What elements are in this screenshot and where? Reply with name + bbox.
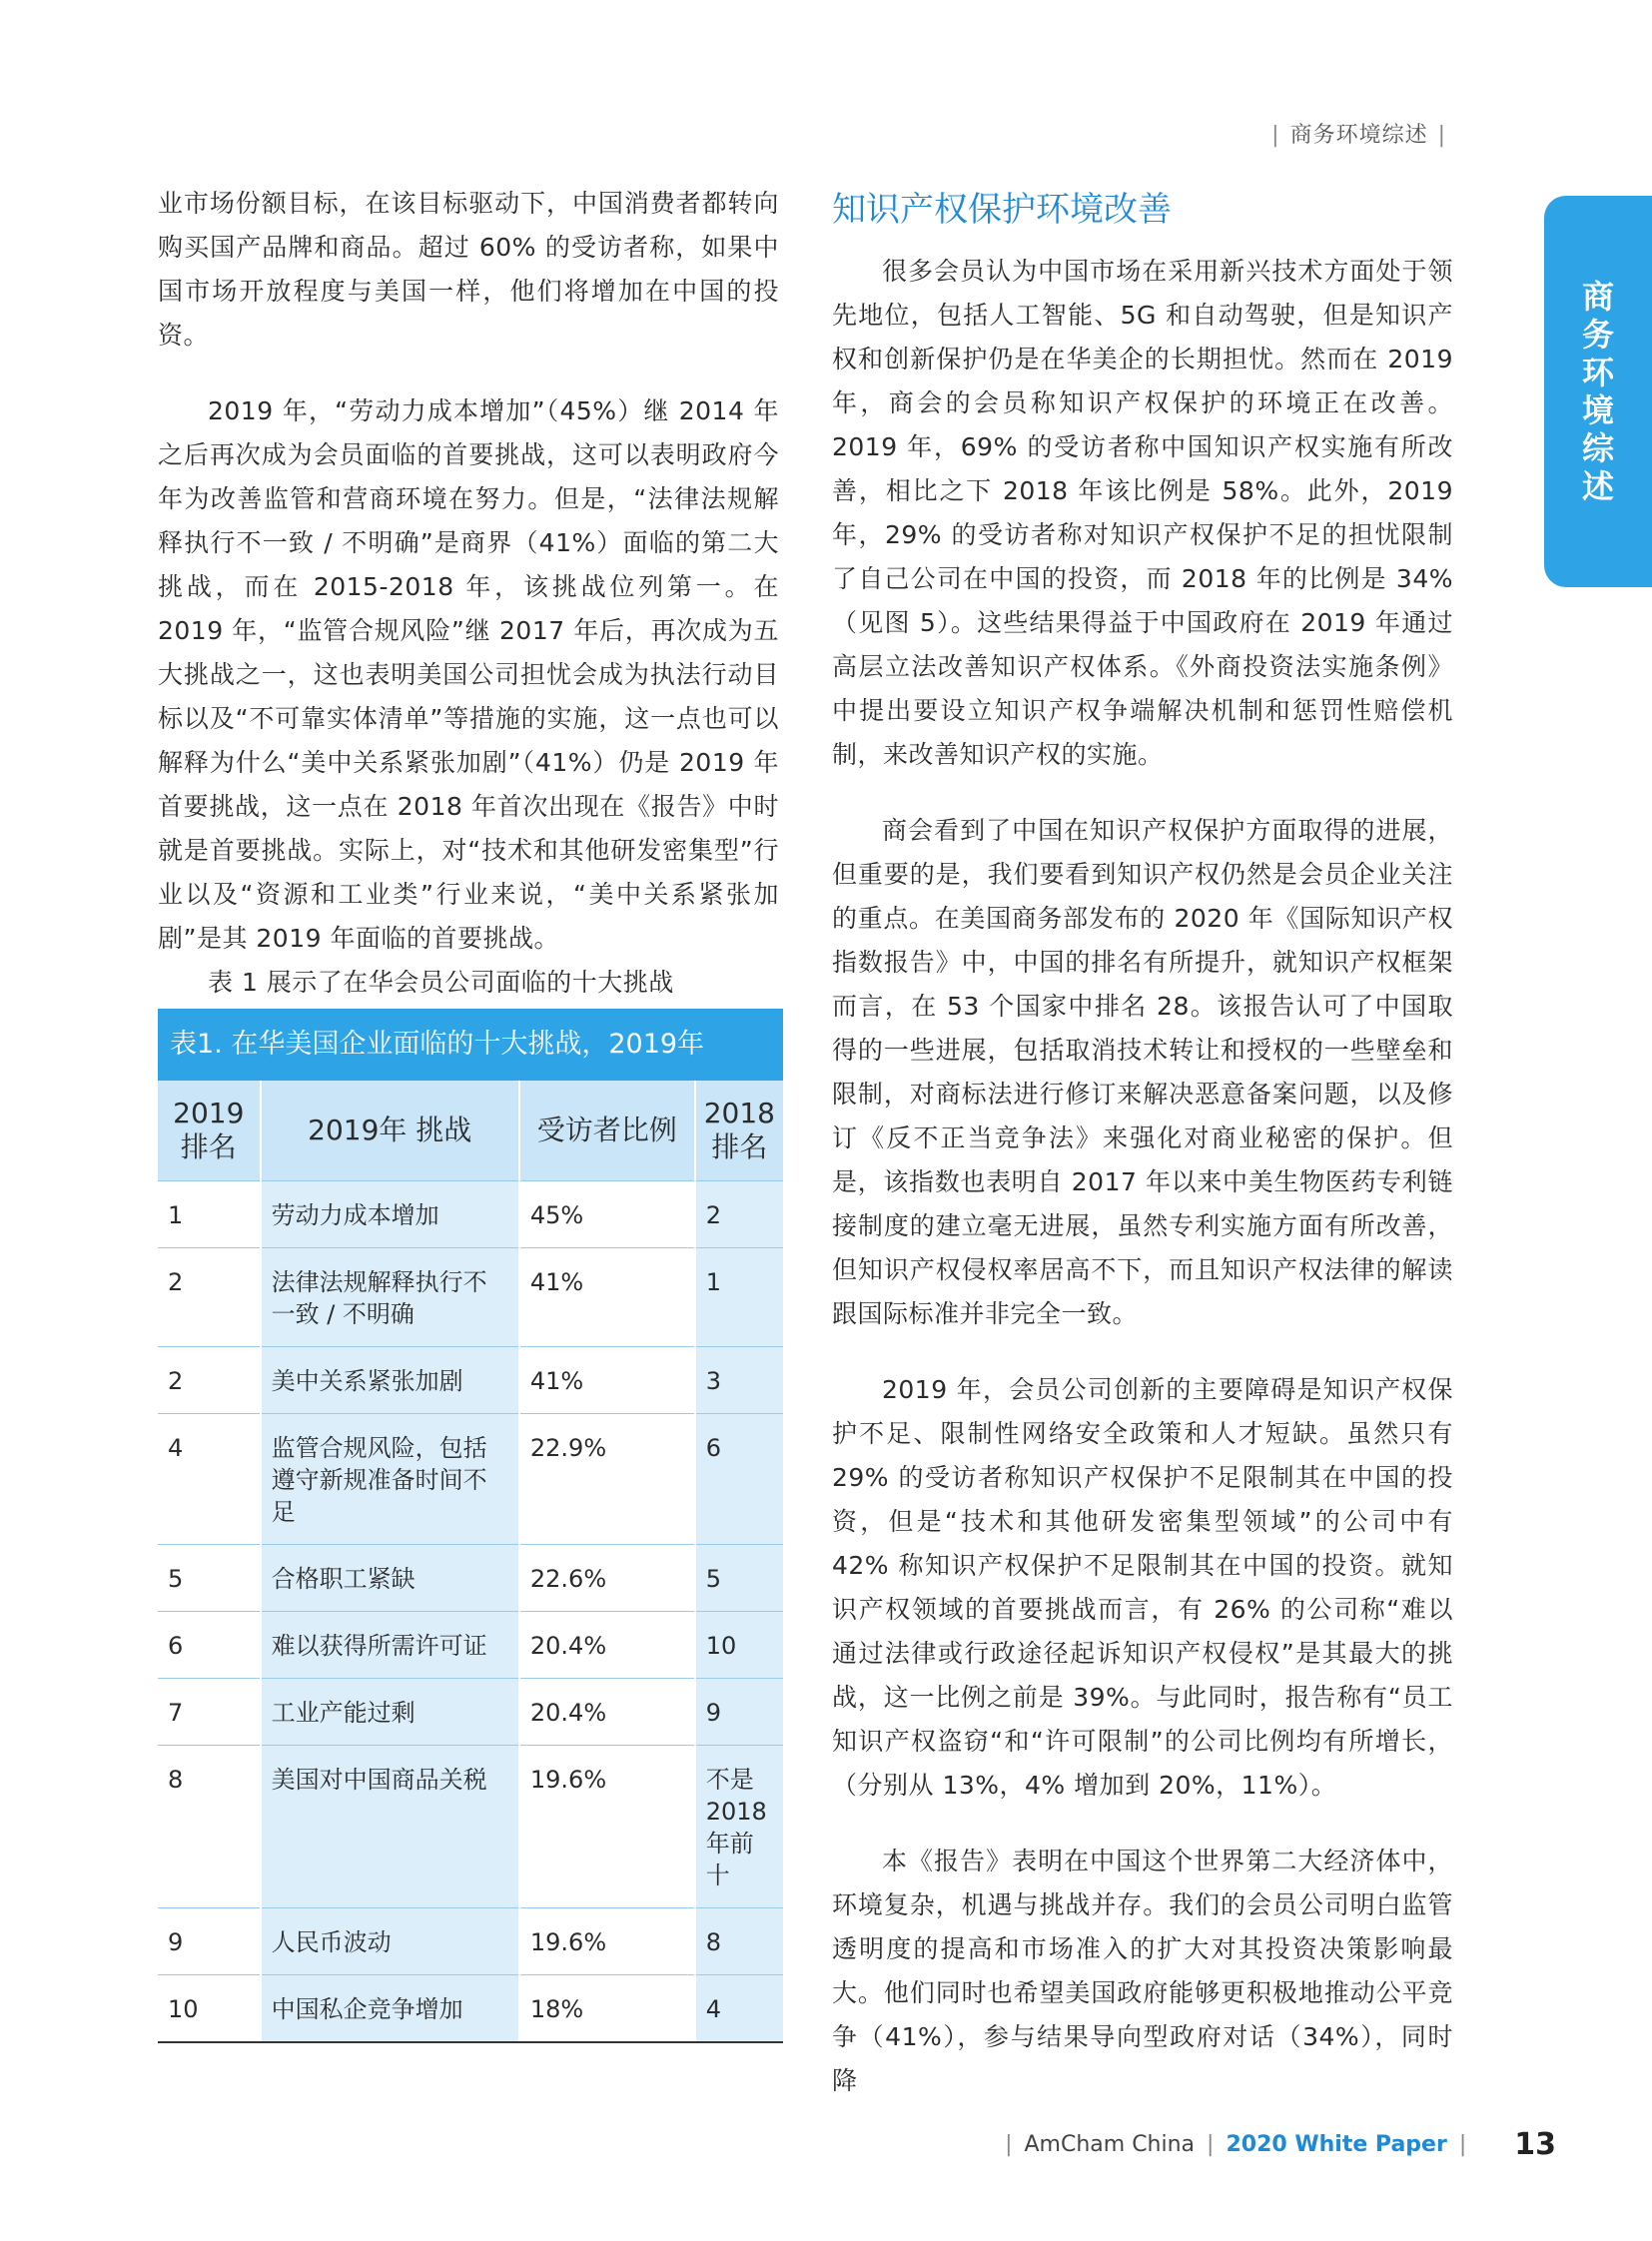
cell-challenge: 美国对中国商品关税 (261, 1746, 519, 1908)
table-row (158, 1679, 783, 1746)
cell-challenge: 美中关系紧张加剧 (261, 1347, 519, 1414)
cell-challenge: 人民币波动 (261, 1908, 519, 1975)
cell-challenge: 工业产能过剩 (261, 1679, 519, 1746)
footer-divider: | (1207, 2132, 1215, 2157)
cell-rank-2019: 4 (158, 1414, 261, 1545)
cell-rank-2018: 6 (695, 1414, 783, 1545)
header-divider-left: | (1271, 123, 1280, 148)
header-rank-2018: 2018 排名 (695, 1081, 783, 1181)
header-respondent-share: 受访者比例 (519, 1081, 695, 1181)
side-tab-char: 务 (1581, 316, 1614, 354)
header-challenge: 2019年 挑战 (261, 1081, 519, 1181)
side-tab-char: 综 (1581, 429, 1614, 467)
cell-rank-2019: 1 (158, 1181, 261, 1248)
cell-share: 18% (519, 1975, 695, 2043)
header-rank-2019: 2019 排名 (158, 1081, 261, 1181)
cell-rank-2018: 2 (695, 1181, 783, 1248)
cell-challenge: 合格职工紧缺 (261, 1545, 519, 1612)
cell-rank-2018: 4 (695, 1975, 783, 2043)
cell-share: 41% (519, 1347, 695, 1414)
top-ten-challenges-table (158, 1009, 783, 2043)
cell-rank-2019: 5 (158, 1545, 261, 1612)
right-column (832, 182, 1453, 2103)
cell-rank-2018: 1 (695, 1248, 783, 1347)
section-heading: 知识产权保护环境改善 (832, 190, 1172, 230)
header-divider-right: | (1437, 123, 1446, 148)
cell-share: 22.6% (519, 1545, 695, 1612)
right-paragraph-2: 商会看到了中国在知识产权保护方面取得的进展，但重要的是，我们要看到知识产权仍然是会员企业关注的重点。在美国商务部发布的 2020 年《国际知识产权指数报告》中，中国的排名有所提升，就知识产权框架而言，在 53 个国家中排名 28。该报告认可了中国取得的一些进展，包括取消技术转让和授权的一些壁垒和限制，对商标法进行修订来解决恶意备案问题，以及修订《反不正当竞争法》来强化对商业秘密的保护。但是，该指数也表明自 2017 年以来中美生物医药专利链接制度的建立毫无进展，虽然专利实施方面有所改善，但知识产权侵权率居高不下，而且知识产权法律的解读跟国际标准并非完全一致。 (832, 816, 1453, 1328)
right-paragraph-1: 很多会员认为中国市场在采用新兴技术方面处于领先地位，包括人工智能、5G 和自动驾驶，但是知识产权和创新保护仍是在华美企的长期担忧。然而在 2019 年，商会的会员称知识产权保护的环境正在改善。2019 年，69% 的受访者称中国知识产权实施有所改善，相比之下 2018 年该比例是 58%。此外，2019 年，29% 的受访者称对知识产权保护不足的担忧限制了自己公司在中国的投资，而 2018 年的比例是 34%（见图 5）。这些结果得益于中国政府在 2019 年通过高层立法改善知识产权体系。《外商投资法实施条例》中提出要设立知识产权争端解决机制和惩罚性赔偿机制，来改善知识产权的实施。 (832, 257, 1453, 769)
table-row (158, 1181, 783, 1248)
cell-rank-2019: 6 (158, 1612, 261, 1679)
cell-rank-2018: 不是2018年前十 (695, 1746, 783, 1908)
cell-challenge: 监管合规风险，包括遵守新规准备时间不足 (261, 1414, 519, 1545)
cell-rank-2019: 9 (158, 1908, 261, 1975)
cell-rank-2019: 2 (158, 1248, 261, 1347)
cell-rank-2019: 2 (158, 1347, 261, 1414)
table-row (158, 1545, 783, 1612)
table-header-row (158, 1081, 783, 1181)
cell-rank-2018: 10 (695, 1612, 783, 1679)
footer-publication: 2020 White Paper (1226, 2132, 1447, 2157)
cell-share: 41% (519, 1248, 695, 1347)
table-row (158, 1908, 783, 1975)
side-tab-char: 境 (1581, 391, 1614, 429)
cell-challenge: 劳动力成本增加 (261, 1181, 519, 1248)
footer-divider: | (1005, 2132, 1013, 2157)
cell-share: 19.6% (519, 1908, 695, 1975)
side-tab-char: 述 (1581, 467, 1614, 505)
cell-share: 20.4% (519, 1679, 695, 1746)
running-header (1261, 118, 1456, 149)
cell-rank-2018: 5 (695, 1545, 783, 1612)
cell-rank-2019: 8 (158, 1746, 261, 1908)
cell-share: 22.9% (519, 1414, 695, 1545)
cell-challenge: 难以获得所需许可证 (261, 1612, 519, 1679)
left-column (158, 182, 779, 1005)
cell-challenge: 法律法规解释执行不一致 / 不明确 (261, 1248, 519, 1347)
cell-rank-2018: 8 (695, 1908, 783, 1975)
side-tab-char: 商 (1581, 278, 1614, 316)
cell-share: 20.4% (519, 1612, 695, 1679)
section-side-tab (1544, 196, 1652, 587)
right-paragraph-3: 2019 年，会员公司创新的主要障碍是知识产权保护不足、限制性网络安全政策和人才短缺。虽然只有 29% 的受访者称知识产权保护不足限制其在中国的投资，但是“技术和其他研发密集型领域”的公司中有 42% 称知识产权保护不足限制其在中国的投资。就知识产权领域的首要挑战而言，有 26% 的公司称“难以通过法律或行政途径起诉知识产权侵权”是其最大的挑战，这一比例之前是 39%。与此同时，报告称有“员工知识产权盗窃“和“许可限制”的公司比例均有所增长，（分别从 13%，4% 增加到 20%，11%）。 (832, 1375, 1453, 1800)
page-footer (993, 2127, 1556, 2162)
table-row (158, 1248, 783, 1347)
cell-rank-2018: 3 (695, 1347, 783, 1414)
cell-share: 19.6% (519, 1746, 695, 1908)
left-paragraph-2: 2019 年，“劳动力成本增加”（45%）继 2014 年之后再次成为会员面临的首要挑战，这可以表明政府今年为改善监管和营商环境在努力。但是，“法律法规解释执行不一致 / 不明确”是商界（41%）面临的第二大挑战，而在 2015-2018 年，该挑战位列第一。在 2019 年，“监管合规风险”继 2017 年后，再次成为五大挑战之一，这也表明美国公司担忧会成为执法行动目标以及“不可靠实体清单”等措施的实施，这一点也可以解释为什么“美中关系紧张加剧”（41%）仍是 2019 年首要挑战，这一点在 2018 年首次出现在《报告》中时就是首要挑战。实际上，对“技术和其他研发密集型”行业以及“资源和工业类”行业来说，“美中关系紧张加剧”是其 2019 年面临的首要挑战。 (158, 396, 779, 953)
side-tab-char: 环 (1581, 354, 1614, 391)
left-paragraph-1: 业市场份额目标，在该目标驱动下，中国消费者都转向购买国产品牌和商品。超过 60% 的受访者称，如果中国市场开放程度与美国一样，他们将增加在中国的投资。 (158, 189, 779, 350)
cell-rank-2019: 10 (158, 1975, 261, 2043)
table-row (158, 1612, 783, 1679)
table-row (158, 1347, 783, 1414)
table-row (158, 1975, 783, 2043)
cell-rank-2019: 7 (158, 1679, 261, 1746)
footer-org: AmCham China (1024, 2132, 1196, 2157)
cell-challenge: 中国私企竞争增加 (261, 1975, 519, 2043)
right-paragraph-4: 本《报告》表明在中国这个世界第二大经济体中，环境复杂，机遇与挑战并存。我们的会员公司明白监管透明度的提高和市场准入的扩大对其投资决策影响最大。他们同时也希望美国政府能够更积极地推动公平竞争（41%），参与结果导向型政府对话（34%），同时降 (832, 1847, 1453, 2095)
table-row (158, 1414, 783, 1545)
header-section-title: 商务环境综述 (1289, 123, 1428, 148)
table-title: 表1. 在华美国企业面临的十大挑战，2019年 (158, 1009, 783, 1081)
table-intro-text: 表 1 展示了在华会员公司面临的十大挑战 (208, 968, 674, 997)
table-row (158, 1746, 783, 1908)
page-number: 13 (1514, 2127, 1556, 2162)
cell-share: 45% (519, 1181, 695, 1248)
cell-rank-2018: 9 (695, 1679, 783, 1746)
footer-divider: | (1458, 2132, 1467, 2157)
